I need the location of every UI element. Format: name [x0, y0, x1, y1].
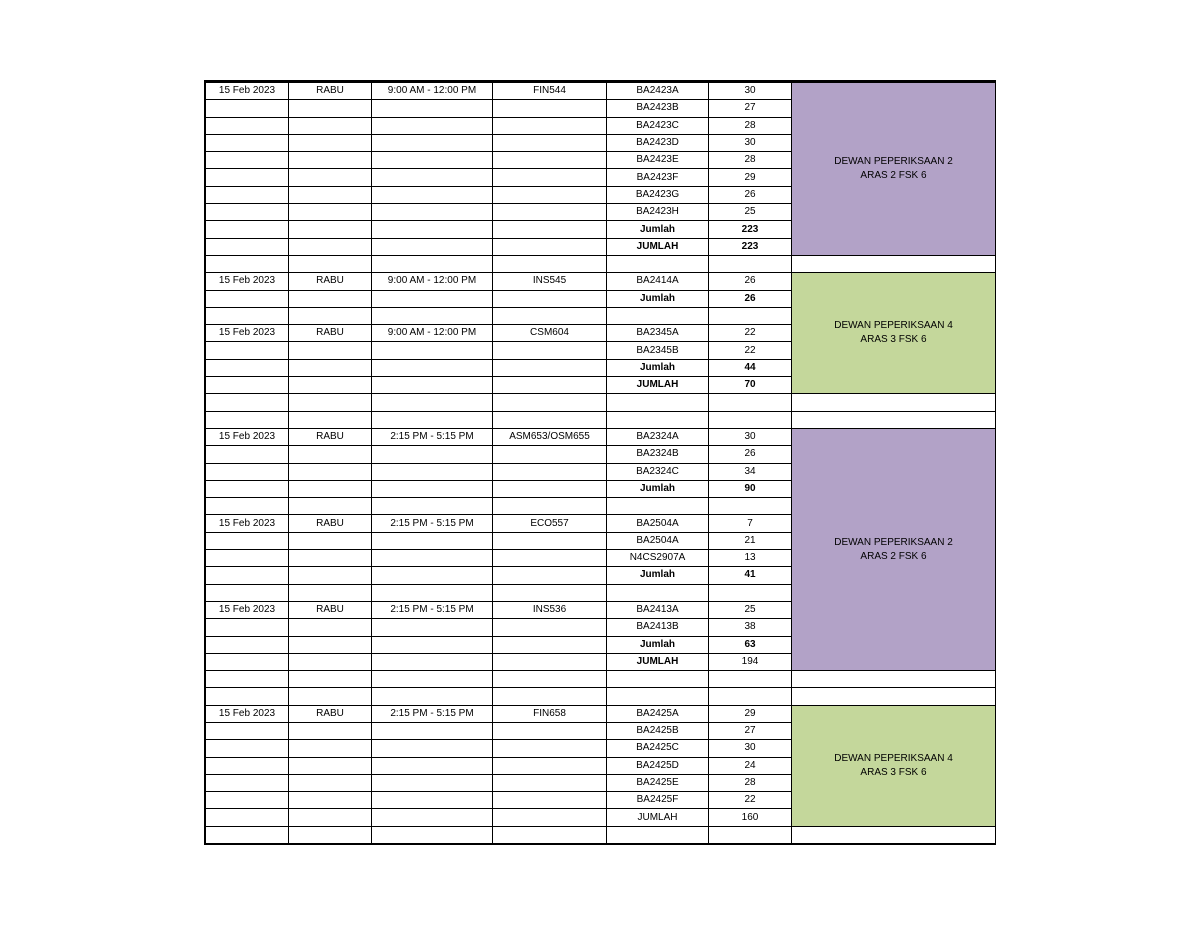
course-code-cell [493, 826, 607, 843]
course-code-cell [493, 152, 607, 169]
date-cell [206, 411, 289, 428]
venue-cell [792, 705, 996, 826]
count-cell: 30 [709, 83, 792, 100]
course-code-cell [493, 809, 607, 826]
venue-hall-label: DEWAN PEPERIKSAAN 4 [834, 752, 953, 764]
time-cell [372, 169, 493, 186]
date-cell [206, 498, 289, 515]
day-cell [289, 394, 372, 411]
course-code-cell [493, 480, 607, 497]
course-code-cell: FIN544 [493, 83, 607, 100]
count-cell: 22 [709, 792, 792, 809]
course-code-cell [493, 204, 607, 221]
date-cell [206, 653, 289, 670]
date-cell [206, 532, 289, 549]
time-cell [372, 826, 493, 843]
count-cell [709, 498, 792, 515]
date-cell [206, 152, 289, 169]
count-cell: 28 [709, 117, 792, 134]
table-row [206, 394, 996, 411]
time-cell [372, 446, 493, 463]
group-cell: BA2423E [607, 152, 709, 169]
table-row [206, 826, 996, 843]
count-cell: 223 [709, 238, 792, 255]
count-cell [709, 671, 792, 688]
time-cell: 9:00 AM - 12:00 PM [372, 83, 493, 100]
group-cell: Jumlah [607, 221, 709, 238]
time-cell [372, 411, 493, 428]
group-cell: BA2425D [607, 757, 709, 774]
group-cell: BA2425A [607, 705, 709, 722]
day-cell: RABU [289, 83, 372, 100]
time-cell: 2:15 PM - 5:15 PM [372, 601, 493, 618]
group-cell: Jumlah [607, 480, 709, 497]
count-cell: 26 [709, 273, 792, 290]
day-cell [289, 480, 372, 497]
group-cell: BA2504A [607, 532, 709, 549]
date-cell [206, 567, 289, 584]
time-cell [372, 653, 493, 670]
course-code-cell [493, 671, 607, 688]
day-cell [289, 740, 372, 757]
course-code-cell [493, 774, 607, 791]
course-code-cell [493, 100, 607, 117]
count-cell: 7 [709, 515, 792, 532]
date-cell: 15 Feb 2023 [206, 83, 289, 100]
day-cell: RABU [289, 705, 372, 722]
date-cell [206, 757, 289, 774]
time-cell: 9:00 AM - 12:00 PM [372, 325, 493, 342]
course-code-cell [493, 134, 607, 151]
table-row [206, 411, 996, 428]
course-code-cell [493, 584, 607, 601]
empty-venue-cell [792, 826, 996, 843]
date-cell [206, 255, 289, 272]
date-cell [206, 394, 289, 411]
date-cell [206, 688, 289, 705]
time-cell [372, 550, 493, 567]
time-cell [372, 255, 493, 272]
time-cell [372, 584, 493, 601]
day-cell [289, 238, 372, 255]
venue-cell [792, 83, 996, 256]
day-cell [289, 619, 372, 636]
course-code-cell [493, 377, 607, 394]
group-cell: BA2324A [607, 428, 709, 445]
count-cell: 160 [709, 809, 792, 826]
day-cell [289, 584, 372, 601]
date-cell [206, 636, 289, 653]
day-cell [289, 411, 372, 428]
table-row [206, 428, 996, 445]
course-code-cell [493, 498, 607, 515]
date-cell: 15 Feb 2023 [206, 273, 289, 290]
day-cell [289, 826, 372, 843]
time-cell [372, 722, 493, 739]
exam-schedule-table [205, 82, 996, 844]
day-cell [289, 377, 372, 394]
time-cell [372, 134, 493, 151]
course-code-cell [493, 342, 607, 359]
venue-hall-label: DEWAN PEPERIKSAAN 2 [834, 536, 953, 548]
group-cell [607, 255, 709, 272]
count-cell: 44 [709, 359, 792, 376]
group-cell: Jumlah [607, 359, 709, 376]
time-cell: 2:15 PM - 5:15 PM [372, 428, 493, 445]
date-cell [206, 186, 289, 203]
course-code-cell [493, 688, 607, 705]
table-row [206, 273, 996, 290]
count-cell [709, 826, 792, 843]
venue-floor-label: ARAS 2 FSK 6 [860, 169, 927, 181]
count-cell: 26 [709, 186, 792, 203]
day-cell [289, 446, 372, 463]
group-cell: JUMLAH [607, 238, 709, 255]
course-code-cell [493, 567, 607, 584]
time-cell [372, 498, 493, 515]
day-cell [289, 463, 372, 480]
time-cell [372, 152, 493, 169]
course-code-cell: INS536 [493, 601, 607, 618]
course-code-cell [493, 359, 607, 376]
date-cell: 15 Feb 2023 [206, 325, 289, 342]
course-code-cell [493, 186, 607, 203]
count-cell: 29 [709, 705, 792, 722]
table-row [206, 83, 996, 100]
time-cell [372, 377, 493, 394]
date-cell [206, 290, 289, 307]
count-cell: 38 [709, 619, 792, 636]
group-cell [607, 307, 709, 324]
course-code-cell [493, 792, 607, 809]
course-code-cell [493, 619, 607, 636]
table-row [206, 688, 996, 705]
date-cell [206, 463, 289, 480]
course-code-cell [493, 169, 607, 186]
group-cell: JUMLAH [607, 809, 709, 826]
group-cell: N4CS2907A [607, 550, 709, 567]
day-cell [289, 290, 372, 307]
date-cell: 15 Feb 2023 [206, 601, 289, 618]
table-row [206, 671, 996, 688]
time-cell [372, 480, 493, 497]
day-cell [289, 117, 372, 134]
table-row [206, 705, 996, 722]
day-cell [289, 636, 372, 653]
count-cell: 70 [709, 377, 792, 394]
date-cell: 15 Feb 2023 [206, 428, 289, 445]
day-cell [289, 532, 372, 549]
time-cell [372, 342, 493, 359]
date-cell [206, 238, 289, 255]
day-cell [289, 186, 372, 203]
date-cell [206, 550, 289, 567]
group-cell [607, 688, 709, 705]
date-cell [206, 377, 289, 394]
course-code-cell [493, 550, 607, 567]
group-cell [607, 671, 709, 688]
time-cell [372, 290, 493, 307]
time-cell: 2:15 PM - 5:15 PM [372, 515, 493, 532]
count-cell: 194 [709, 653, 792, 670]
course-code-cell [493, 394, 607, 411]
empty-venue-cell [792, 688, 996, 705]
time-cell [372, 774, 493, 791]
date-cell [206, 342, 289, 359]
count-cell [709, 307, 792, 324]
empty-venue-cell [792, 394, 996, 411]
time-cell [372, 117, 493, 134]
group-cell: JUMLAH [607, 377, 709, 394]
group-cell: BA2425B [607, 722, 709, 739]
count-cell: 22 [709, 342, 792, 359]
group-cell: BA2425E [607, 774, 709, 791]
time-cell [372, 757, 493, 774]
day-cell [289, 498, 372, 515]
count-cell: 27 [709, 722, 792, 739]
venue-floor-label: ARAS 2 FSK 6 [860, 550, 927, 562]
day-cell [289, 221, 372, 238]
group-cell [607, 394, 709, 411]
table-row [206, 255, 996, 272]
time-cell [372, 671, 493, 688]
group-cell [607, 584, 709, 601]
date-cell [206, 221, 289, 238]
course-code-cell: FIN658 [493, 705, 607, 722]
course-code-cell [493, 636, 607, 653]
day-cell [289, 152, 372, 169]
count-cell: 30 [709, 740, 792, 757]
date-cell [206, 722, 289, 739]
count-cell: 26 [709, 446, 792, 463]
date-cell [206, 446, 289, 463]
empty-venue-cell [792, 671, 996, 688]
day-cell [289, 359, 372, 376]
group-cell: BA2413B [607, 619, 709, 636]
venue-cell [792, 428, 996, 670]
group-cell [607, 826, 709, 843]
day-cell: RABU [289, 325, 372, 342]
course-code-cell: INS545 [493, 273, 607, 290]
empty-venue-cell [792, 411, 996, 428]
count-cell: 27 [709, 100, 792, 117]
group-cell: BA2423F [607, 169, 709, 186]
group-cell: BA2504A [607, 515, 709, 532]
course-code-cell [493, 446, 607, 463]
date-cell [206, 134, 289, 151]
count-cell: 223 [709, 221, 792, 238]
venue-hall-label: DEWAN PEPERIKSAAN 4 [834, 320, 953, 332]
group-cell: BA2345B [607, 342, 709, 359]
course-code-cell [493, 653, 607, 670]
date-cell [206, 809, 289, 826]
group-cell: BA2423B [607, 100, 709, 117]
day-cell: RABU [289, 273, 372, 290]
time-cell [372, 204, 493, 221]
group-cell: BA2423A [607, 83, 709, 100]
count-cell: 90 [709, 480, 792, 497]
date-cell [206, 792, 289, 809]
group-cell: BA2413A [607, 601, 709, 618]
group-cell: BA2423D [607, 134, 709, 151]
day-cell: RABU [289, 515, 372, 532]
count-cell: 25 [709, 601, 792, 618]
venue-cell [792, 273, 996, 394]
date-cell [206, 359, 289, 376]
course-code-cell [493, 411, 607, 428]
date-cell [206, 619, 289, 636]
date-cell [206, 774, 289, 791]
day-cell [289, 255, 372, 272]
count-cell: 28 [709, 774, 792, 791]
count-cell [709, 411, 792, 428]
course-code-cell [493, 290, 607, 307]
course-code-cell: ASM653/OSM655 [493, 428, 607, 445]
exam-schedule-sheet [204, 80, 996, 845]
date-cell: 15 Feb 2023 [206, 705, 289, 722]
venue-floor-label: ARAS 3 FSK 6 [860, 766, 927, 778]
day-cell [289, 307, 372, 324]
course-code-cell [493, 117, 607, 134]
day-cell [289, 204, 372, 221]
time-cell [372, 688, 493, 705]
course-code-cell [493, 740, 607, 757]
group-cell [607, 411, 709, 428]
date-cell [206, 671, 289, 688]
count-cell: 63 [709, 636, 792, 653]
count-cell [709, 584, 792, 601]
day-cell [289, 567, 372, 584]
day-cell [289, 809, 372, 826]
course-code-cell [493, 532, 607, 549]
count-cell: 21 [709, 532, 792, 549]
time-cell [372, 186, 493, 203]
date-cell: 15 Feb 2023 [206, 515, 289, 532]
group-cell: Jumlah [607, 636, 709, 653]
time-cell [372, 463, 493, 480]
time-cell [372, 307, 493, 324]
time-cell [372, 619, 493, 636]
group-cell [607, 498, 709, 515]
day-cell [289, 550, 372, 567]
group-cell: BA2324C [607, 463, 709, 480]
time-cell [372, 740, 493, 757]
date-cell [206, 204, 289, 221]
day-cell [289, 688, 372, 705]
day-cell: RABU [289, 428, 372, 445]
day-cell [289, 671, 372, 688]
group-cell: BA2425C [607, 740, 709, 757]
schedule-body [206, 83, 996, 844]
day-cell [289, 169, 372, 186]
count-cell: 30 [709, 134, 792, 151]
group-cell: BA2324B [607, 446, 709, 463]
day-cell [289, 774, 372, 791]
time-cell [372, 359, 493, 376]
group-cell: Jumlah [607, 567, 709, 584]
date-cell [206, 100, 289, 117]
day-cell [289, 653, 372, 670]
count-cell: 34 [709, 463, 792, 480]
count-cell [709, 688, 792, 705]
count-cell [709, 255, 792, 272]
time-cell [372, 636, 493, 653]
date-cell [206, 740, 289, 757]
day-cell [289, 134, 372, 151]
course-code-cell [493, 757, 607, 774]
count-cell: 41 [709, 567, 792, 584]
course-code-cell [493, 722, 607, 739]
date-cell [206, 117, 289, 134]
group-cell: BA2345A [607, 325, 709, 342]
date-cell [206, 307, 289, 324]
time-cell: 9:00 AM - 12:00 PM [372, 273, 493, 290]
count-cell: 13 [709, 550, 792, 567]
venue-hall-label: DEWAN PEPERIKSAAN 2 [834, 155, 953, 167]
course-code-cell: ECO557 [493, 515, 607, 532]
day-cell [289, 792, 372, 809]
count-cell: 28 [709, 152, 792, 169]
group-cell: Jumlah [607, 290, 709, 307]
time-cell [372, 567, 493, 584]
group-cell: BA2414A [607, 273, 709, 290]
date-cell [206, 169, 289, 186]
date-cell [206, 826, 289, 843]
course-code-cell [493, 255, 607, 272]
time-cell [372, 394, 493, 411]
count-cell: 22 [709, 325, 792, 342]
group-cell: JUMLAH [607, 653, 709, 670]
group-cell: BA2425F [607, 792, 709, 809]
time-cell [372, 100, 493, 117]
date-cell [206, 584, 289, 601]
day-cell [289, 722, 372, 739]
course-code-cell [493, 463, 607, 480]
count-cell: 24 [709, 757, 792, 774]
time-cell [372, 238, 493, 255]
course-code-cell [493, 221, 607, 238]
count-cell: 26 [709, 290, 792, 307]
course-code-cell [493, 238, 607, 255]
time-cell [372, 221, 493, 238]
count-cell: 30 [709, 428, 792, 445]
day-cell [289, 757, 372, 774]
course-code-cell [493, 307, 607, 324]
count-cell: 29 [709, 169, 792, 186]
time-cell [372, 792, 493, 809]
group-cell: BA2423H [607, 204, 709, 221]
day-cell [289, 100, 372, 117]
count-cell [709, 394, 792, 411]
day-cell: RABU [289, 601, 372, 618]
group-cell: BA2423G [607, 186, 709, 203]
group-cell: BA2423C [607, 117, 709, 134]
time-cell [372, 532, 493, 549]
count-cell: 25 [709, 204, 792, 221]
date-cell [206, 480, 289, 497]
course-code-cell: CSM604 [493, 325, 607, 342]
time-cell: 2:15 PM - 5:15 PM [372, 705, 493, 722]
time-cell [372, 809, 493, 826]
empty-venue-cell [792, 255, 996, 272]
venue-floor-label: ARAS 3 FSK 6 [860, 334, 927, 346]
day-cell [289, 342, 372, 359]
